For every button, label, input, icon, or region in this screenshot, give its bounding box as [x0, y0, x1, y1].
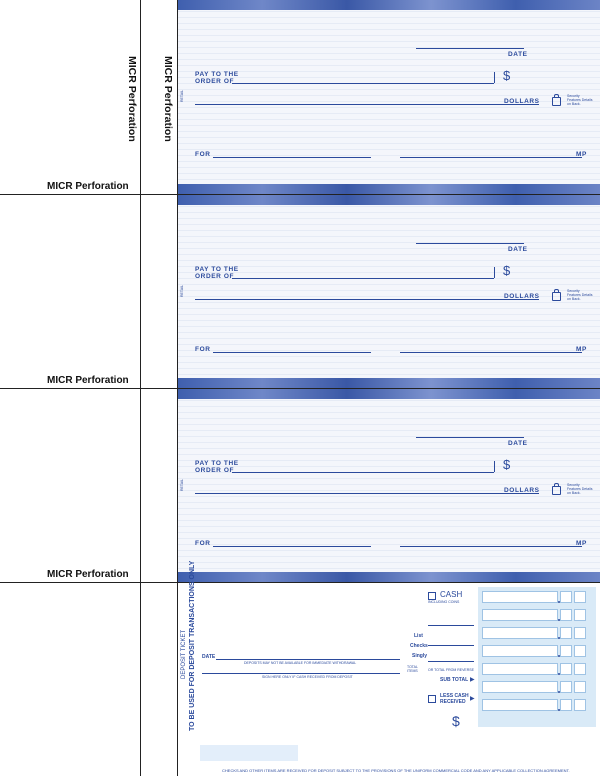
including-coins-label: INCLUDING COINS — [428, 600, 460, 604]
for-label: FOR — [195, 540, 211, 547]
side-label: RETAIL — [180, 285, 184, 297]
date-label: DATE — [508, 246, 528, 253]
order-of-label: ORDER OF — [195, 467, 235, 474]
mp-label: MP — [576, 346, 587, 353]
deposit-date-label: DATE — [202, 654, 216, 660]
micr-perforation-label: MICR Perforation — [47, 375, 129, 386]
check-bottom-band — [178, 378, 600, 388]
micr-perforation-vertical-outer: MICR Perforation — [126, 56, 138, 142]
for-label: FOR — [195, 346, 211, 353]
amount-words-line[interactable] — [195, 493, 539, 494]
date-line[interactable] — [416, 48, 524, 49]
or-total-label: OR TOTAL FROM REVERSE — [428, 668, 474, 672]
cash-checkbox[interactable] — [428, 592, 436, 600]
check-top-band — [178, 195, 600, 205]
micr-perforation-vertical-inner: MICR Perforation — [162, 56, 174, 142]
dollars-label: DOLLARS — [504, 487, 540, 494]
checks-line-2[interactable] — [428, 661, 474, 662]
dollar-sign: $ — [503, 68, 511, 83]
date-line[interactable] — [416, 243, 524, 244]
singly-label: Singly — [412, 653, 428, 659]
for-label: FOR — [195, 151, 211, 158]
padlock-icon — [552, 486, 561, 495]
padlock-icon — [552, 292, 561, 301]
check-2 — [178, 195, 600, 388]
signature-line[interactable] — [400, 546, 582, 547]
check-row-3 — [0, 389, 600, 583]
inner-stub-2 — [141, 195, 178, 388]
cash-label: CASH — [440, 590, 463, 599]
order-of-label: ORDER OF — [195, 273, 235, 280]
payee-line[interactable] — [232, 278, 494, 279]
check-top-band — [178, 389, 600, 399]
outer-stub-2 — [0, 195, 141, 388]
dollars-label: DOLLARS — [504, 293, 540, 300]
deposit-footer: CHECKS AND OTHER ITEMS ARE RECEIVED FOR DEPOSIT SUBJECT TO THE PROVISIONS OF THE UNIFORM COMMERCIAL CODE AND ANY APPLICABLE COLLECTION AGREEMENT. — [222, 768, 570, 773]
side-label: RETAIL — [180, 90, 184, 102]
checks-line-1[interactable] — [428, 645, 474, 646]
payee-line[interactable] — [232, 472, 494, 473]
payee-line[interactable] — [232, 83, 494, 84]
amount-words-line[interactable] — [195, 104, 539, 105]
micr-perforation-label: MICR Perforation — [47, 181, 129, 192]
check-bottom-band — [178, 572, 600, 582]
check-row-1 — [0, 0, 600, 195]
dollars-label: DOLLARS — [504, 98, 540, 105]
memo-line[interactable] — [213, 352, 371, 353]
inner-stub-3 — [141, 389, 178, 582]
outer-stub-3 — [0, 389, 141, 582]
check-3 — [178, 389, 600, 582]
deposit-signature-line[interactable] — [202, 673, 400, 674]
dollar-sign: $ — [503, 263, 511, 278]
micr-perforation-label: MICR Perforation — [47, 569, 129, 580]
received-label: RECEIVED — [440, 699, 466, 705]
check-1 — [178, 0, 600, 194]
signature-line[interactable] — [400, 352, 582, 353]
dollar-sign: $ — [503, 457, 511, 472]
inner-stub-4 — [141, 583, 178, 776]
cash-line[interactable] — [428, 625, 474, 626]
deposit-ticket-title: DEPOSIT TICKET — [181, 629, 187, 679]
check-bottom-band — [178, 184, 600, 194]
pay-to-label: PAY TO THE — [195, 71, 239, 78]
security-note: Security Features Details on Back. — [567, 483, 593, 495]
date-line[interactable] — [416, 437, 524, 438]
signature-line[interactable] — [400, 157, 582, 158]
memo-line[interactable] — [213, 157, 371, 158]
total-items-label: TOTAL ITEMS — [407, 665, 418, 673]
date-label: DATE — [508, 440, 528, 447]
amount-grid[interactable] — [478, 587, 596, 727]
less-cash-label: LESS CASH — [440, 693, 469, 699]
amount-words-line[interactable] — [195, 299, 539, 300]
less-cash-checkbox[interactable] — [428, 695, 436, 703]
mp-label: MP — [576, 540, 587, 547]
inner-stub-1 — [141, 0, 178, 194]
deposit-date-line[interactable] — [216, 659, 400, 660]
security-note: Security Features Details on Back. — [567, 289, 593, 301]
security-note: Security Features Details on Back. — [567, 94, 593, 106]
outer-stub-1 — [0, 0, 141, 194]
padlock-icon — [552, 97, 561, 106]
sub-total-label: SUB TOTAL — [440, 677, 469, 683]
total-dollar-sign: $ — [452, 713, 460, 729]
deposit-ticket: DEPOSIT TICKET TO BE USED FOR DEPOSIT TRANSACTIONS ONLY DATE DEPOSITS MAY NOT BE AVAILABLE FOR IMMEDIATE WITHDRAWAL SIGN HERE ONLY IF CASH RECEIVED FROM DEPOSIT CASH INCLUDING COINS List Checks Singly TOTAL ITEMS OR TOTAL FROM REVERSE SUB TOTAL ▶ LESS CASH RECEIVED ▶ $ CHECKS AND OTHER ITEMS ARE RECEIVED FOR DEPOSIT SUBJECT TO THE PROVISIONS OF THE UNIFORM COMMERCIAL CODE AND ANY APPLICABLE COLLECTION AGREEMENT. — [178, 583, 600, 776]
deposit-only-title: TO BE USED FOR DEPOSIT TRANSACTIONS ONLY — [189, 560, 196, 731]
pay-to-label: PAY TO THE — [195, 266, 239, 273]
order-of-label: ORDER OF — [195, 78, 235, 85]
bank-info-area — [200, 745, 298, 761]
outer-stub-4 — [0, 583, 141, 776]
checks-label: Checks — [410, 643, 428, 649]
memo-line[interactable] — [213, 546, 371, 547]
pay-to-label: PAY TO THE — [195, 460, 239, 467]
check-top-band — [178, 0, 600, 10]
mp-label: MP — [576, 151, 587, 158]
sign-here-note: SIGN HERE ONLY IF CASH RECEIVED FROM DEPOSIT — [262, 675, 353, 679]
list-label: List — [414, 633, 423, 639]
check-row-2 — [0, 195, 600, 389]
date-label: DATE — [508, 51, 528, 58]
side-label: RETAIL — [180, 479, 184, 491]
funds-availability-note: DEPOSITS MAY NOT BE AVAILABLE FOR IMMEDIATE WITHDRAWAL — [244, 661, 357, 665]
